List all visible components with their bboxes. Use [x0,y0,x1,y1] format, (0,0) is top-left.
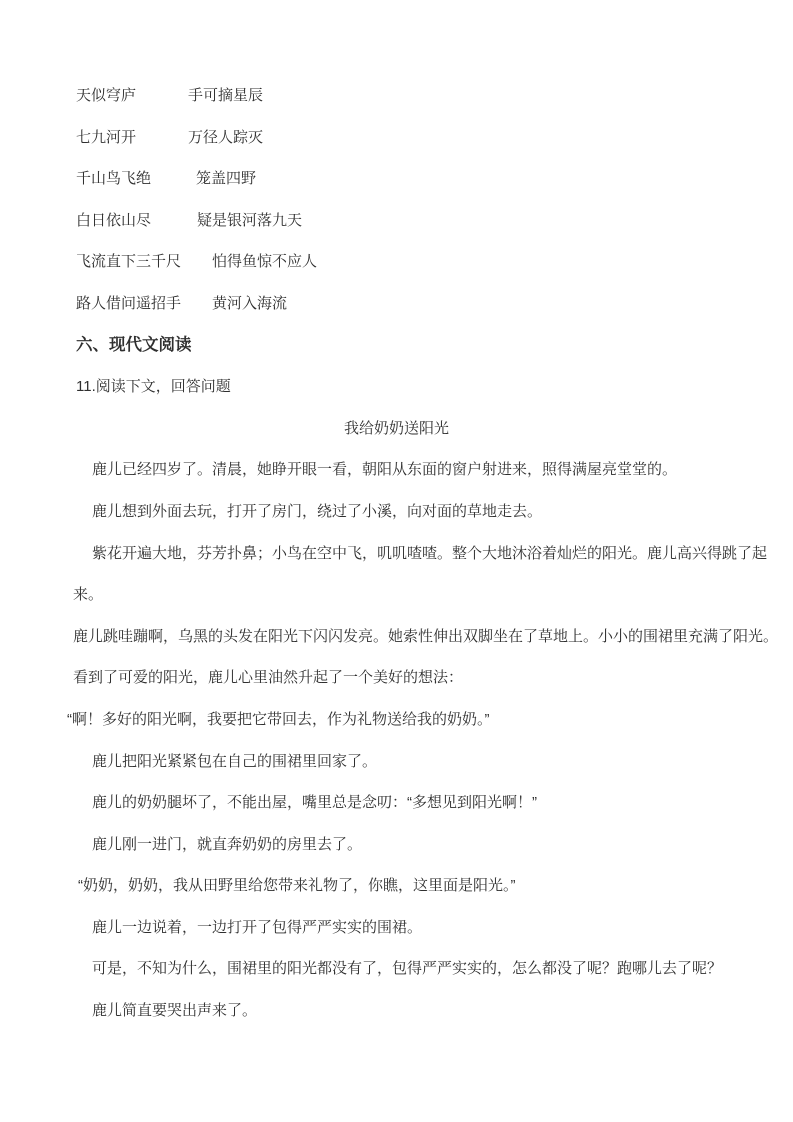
article-line: 可是，不知为什么，围裙里的阳光都没有了，包得严严实实的，怎么都没了呢？跑哪儿去了呢？ [92,960,723,978]
match-right-item: 手可摘星辰 [188,87,264,104]
match-left-item: 天似穹庐 [76,87,137,104]
article-line: 鹿儿简直要哭出声来了。 [92,1002,258,1020]
match-row [0,75,793,117]
article-line: 鹿儿已经四岁了。清晨，她睁开眼一看，朝阳从东面的窗户射进来，照得满屋亮堂堂的。 [92,461,678,479]
match-row [0,158,793,200]
article-title: 我给奶奶送阳光 [343,419,449,437]
match-right-item: 笼盖四野 [196,170,257,188]
match-left-item: 路人借问遥招手 [76,294,182,312]
match-left-item: 千山鸟飞绝 [76,170,152,188]
article-line: 紫花开遍大地，芬芳扑鼻；小鸟在空中飞，叽叽喳喳。整个大地沐浴着灿烂的阳光。鹿儿高兴得跳了起 [92,544,768,562]
question-instruction: 11.阅读下文，回答问题 [76,378,231,396]
match-right-item: 万径人踪灭 [188,128,264,146]
article-line: 鹿儿刚一进门，就直奔奶奶的房里去了。 [92,835,363,853]
article-line: 鹿儿把阳光紧紧包在自己的围裙里回家了。 [92,752,378,770]
match-left-item: 白日依山尽 [76,211,152,229]
match-right-item: 怕得鱼惊不应人 [212,253,318,271]
section-heading: 六、现代文阅读 [76,335,192,354]
match-left-item: 飞流直下三千尺 [76,253,182,271]
match-left-item: 七九河开 [76,128,137,146]
page-content [0,75,793,1032]
article-line: “啊！多好的阳光啊，我要把它带回去，作为礼物送给我的奶奶。” [67,710,490,728]
match-row [0,200,793,242]
match-right-item: 黄河入海流 [212,294,288,312]
article-line: 看到了可爱的阳光，鹿儿心里油然升起了一个美好的想法： [73,669,464,687]
match-right-item: 疑是银河落九天 [197,211,303,229]
match-row [0,117,793,159]
article-line: 来。 [73,586,104,604]
match-row [0,241,793,283]
article-line: 鹿儿想到外面去玩，打开了房门，绕过了小溪，向对面的草地走去。 [92,502,543,520]
article-line: 鹿儿跳哇蹦啊，乌黑的头发在阳光下闪闪发亮。她索性伸出双脚坐在了草地上。小小的围裙里充满了阳光。 [73,627,779,645]
match-row [0,283,793,325]
article-line: 鹿儿一边说着，一边打开了包得严严实实的围裙。 [92,918,423,936]
article-line: “奶奶，奶奶，我从田野里给您带来礼物了，你瞧，这里面是阳光。” [78,877,516,895]
article-line: 鹿儿的奶奶腿坏了，不能出屋，嘴里总是念叨：“多想见到阳光啊！” [92,794,537,812]
